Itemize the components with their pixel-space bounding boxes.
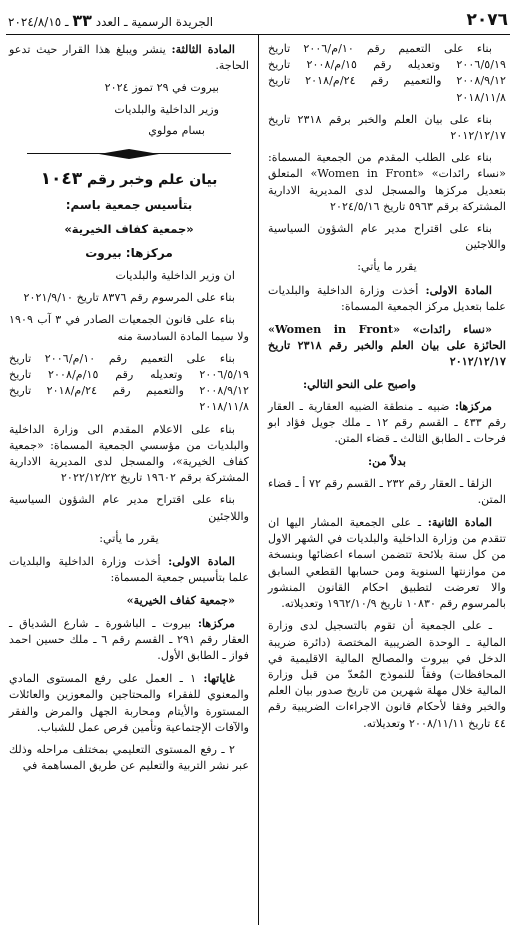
page-number: ٢٠٧٦	[466, 10, 508, 30]
right-decides-label: يقرر ما يأتي:	[357, 260, 417, 274]
left-goals-text: ١ ـ العمل على رفع المستوى المادي والمعنوي للفقراء والمحتاجين والمعوزين والعائلات المستورة والأيتام ومحاربة الجهل والمرض والفقر والآفات الإجتماعية وتأمين فرص عمل للشباب.	[9, 672, 249, 734]
right-article-2-text: ـ على الجمعية المشار اليها ان تتقدم من وزارة الداخلية والبلديات في الشهر الاول من كل سنة بلائحة تتضمن اسماء اعضائها وبنسخة من موازنتها السنوية ومن حسابها القطعي السابق والا تعرضت لتطبيق احكام القانون المنشور بالمرسوم رقم ١٠٨٣٠ تاريخ ١٩٦٢/١٠/٩ وتعديلاته.	[268, 516, 506, 611]
left-goals	[9, 670, 249, 736]
left-hq	[9, 615, 249, 665]
left-article-1-text: أخذت وزارة الداخلية والبلديات علما بتأسيس جمعية المسماة:	[9, 555, 249, 585]
right-hq	[268, 398, 506, 448]
left-article-3-text: ينشر ويبلغ هذا القرار حيث تدعو الحاجة.	[9, 43, 249, 73]
signature-name: بسام مولوي	[148, 123, 205, 137]
left-hq-label: مركزها:	[197, 615, 235, 630]
right-article-2-label: المادة الثانية:	[427, 515, 492, 530]
right-assoc-name: «نساء رائدات» «Women in Front» الحائزة على بيان العلم والخبر رقم ٢٣١٨ تاريخ ٢٠١٢/١٢/١٧	[268, 322, 506, 369]
right-instead-text: الزلقا ـ العقار رقم ٢٣٢ ـ القسم رقم ٧٢ أ ـ قضاء المتن.	[268, 476, 506, 506]
right-recital-4: بناء على اقتراح مدير عام الشؤون السياسية واللاجئين	[268, 222, 506, 252]
right-hq-text: ضبيه ـ منطقة الضبيه العقارية ـ العقار رقم ٤٣٣ ـ القسم رقم ١٢ ـ ملك جويل فؤاد ابو فرحات ـ الطابق الثالث ـ قضاء المتن.	[268, 399, 506, 446]
running-head	[8, 11, 213, 30]
divider-diamond	[99, 149, 159, 159]
notice-hq: مركزها: بيروت	[85, 246, 173, 261]
notice-title-text: بيان علم وخبر رقم	[86, 172, 218, 189]
right-article-1-text: أخذت وزارة الداخلية والبلديات علما بتعديل مركز الجمعية المسماة:	[268, 283, 506, 313]
left-assoc-name: «جمعية كفاف الخيرية»	[126, 593, 235, 608]
left-goals-label: غاياتها:	[203, 671, 235, 686]
signature-place-date: بيروت في ٢٩ تموز ٢٠٢٤	[104, 81, 219, 95]
section-divider	[9, 147, 249, 161]
right-column	[258, 35, 510, 925]
left-recital-5: بناء على الاعلام المقدم الى وزارة الداخلية والبلديات من مؤسسي الجمعية المسماة: «جمعية كفاف الخيرية»، والمسجل لدى المديرية الادارية المشتركة برقم ١٩٦٠٢ تاريخ ٢٠٢٢/١٢/٢٢	[9, 422, 249, 485]
left-recital-6: بناء على اقتراح مدير عام الشؤون السياسية واللاجئين	[9, 493, 249, 523]
right-recital-1: بناء على التعميم رقم ١٠/م/٢٠٠٦ تاريخ ٢٠٠٦/٥/١٩ وتعديله رقم ١٥/م/٢٠٠٨ تاريخ ٢٠٠٨/٩/١٢ والتعميم رقم ٢٤/م/٢٠١٨ تاريخ ٢٠١٨/١١/٨	[268, 42, 507, 104]
right-instead-label: بدلاً من:	[368, 454, 406, 469]
page-header	[6, 6, 510, 32]
notice-subtitle: بتأسيس جمعية باسم:	[65, 198, 193, 213]
signature-block	[9, 80, 249, 139]
left-article-1-label: المادة الاولى:	[168, 554, 235, 569]
right-article-1-label: المادة الاولى:	[425, 282, 492, 297]
left-column	[6, 35, 258, 925]
left-recital-1: ان وزير الداخلية والبلديات	[115, 269, 235, 283]
left-goals-2: ٢ ـ رفع المستوى التعليمي بمختلف مراحله وذلك عبر نشر التربية والتعليم عن طريق المساهمة في	[9, 743, 249, 773]
running-head-date: ـ ٢٠٢٤/٨/١٥	[8, 15, 69, 29]
left-recital-2: بناء على المرسوم رقم ٨٣٧٦ تاريخ ٢٠٢١/٩/١٠	[23, 291, 235, 305]
columns	[6, 35, 510, 925]
left-recital-3: بناء على قانون الجمعيات الصادر في ٣ آب ١٩٠٩ ولا سيما المادة السادسة منه	[9, 313, 249, 343]
right-article-1	[268, 282, 506, 315]
signature-minister: وزير الداخلية والبلديات	[114, 102, 219, 116]
issue-number: ٣٣	[72, 11, 92, 30]
left-article-1	[9, 553, 249, 586]
right-article-2	[268, 514, 506, 612]
running-head-title: الجريدة الرسمية ـ العدد	[95, 15, 214, 29]
left-decides-label: يقرر ما يأتي:	[99, 531, 159, 545]
right-recital-2: بناء على بيان العلم والخبر برقم ٢٣١٨ تاريخ ٢٠١٢/١٢/١٧	[268, 112, 506, 143]
right-article-2-b: ـ على الجمعية أن تقوم بالتسجيل لدى وزارة المالية ـ الوحدة الضريبية المختصة (دائرة ضريبة الدخل في بيروت والمصالح المالية الاقليمية في المحافظات) وفقاً للنموذج المُعدّ من قبل وزارة المالية خلال مهلة شهرين من تاريخ صدور بيان العلم والخبر وفقا لأحكام قانون الاجراءات الضريبية رقم ٤٤ تاريخ ٢٠٠٨/١١/١١ وتعديلاته.	[268, 619, 506, 730]
notice-title	[9, 169, 249, 190]
notice-assoc: «جمعية كفاف الخيرية»	[64, 222, 194, 237]
notice-number: ١٠٤٣	[40, 169, 83, 190]
left-article-3	[9, 41, 249, 74]
right-recital-3: بناء على الطلب المقدم من الجمعية المسماة: «نساء رائدات» «Women in Front» المتعلق بتعديل مركزها والمسجل لدى المديرية الادارية المشتركة برقم ٥٩٦٣ تاريخ ٢٠٢٤/٥/١٦	[268, 151, 506, 213]
right-became-label: واصبح على النحو التالي:	[302, 376, 416, 391]
left-recital-4: بناء على التعميم رقم ١٠/م/٢٠٠٦ تاريخ ٢٠٠٦/٥/١٩ وتعديله رقم ١٥/م/٢٠٠٨ تاريخ ٢٠٠٨/٩/١٢ والتعميم رقم ٢٤/م/٢٠١٨ تاريخ ٢٠١٨/١١/٨	[9, 351, 250, 414]
left-article-3-label: المادة الثالثة:	[171, 42, 235, 56]
left-hq-text: بيروت ـ الباشورة ـ شارع الشدياق ـ العقار رقم ٢٩١ ـ القسم رقم ٦ ـ ملك حسين احمد فواز ـ الطابق الأول.	[9, 616, 249, 663]
right-hq-label: مركزها:	[454, 398, 492, 413]
